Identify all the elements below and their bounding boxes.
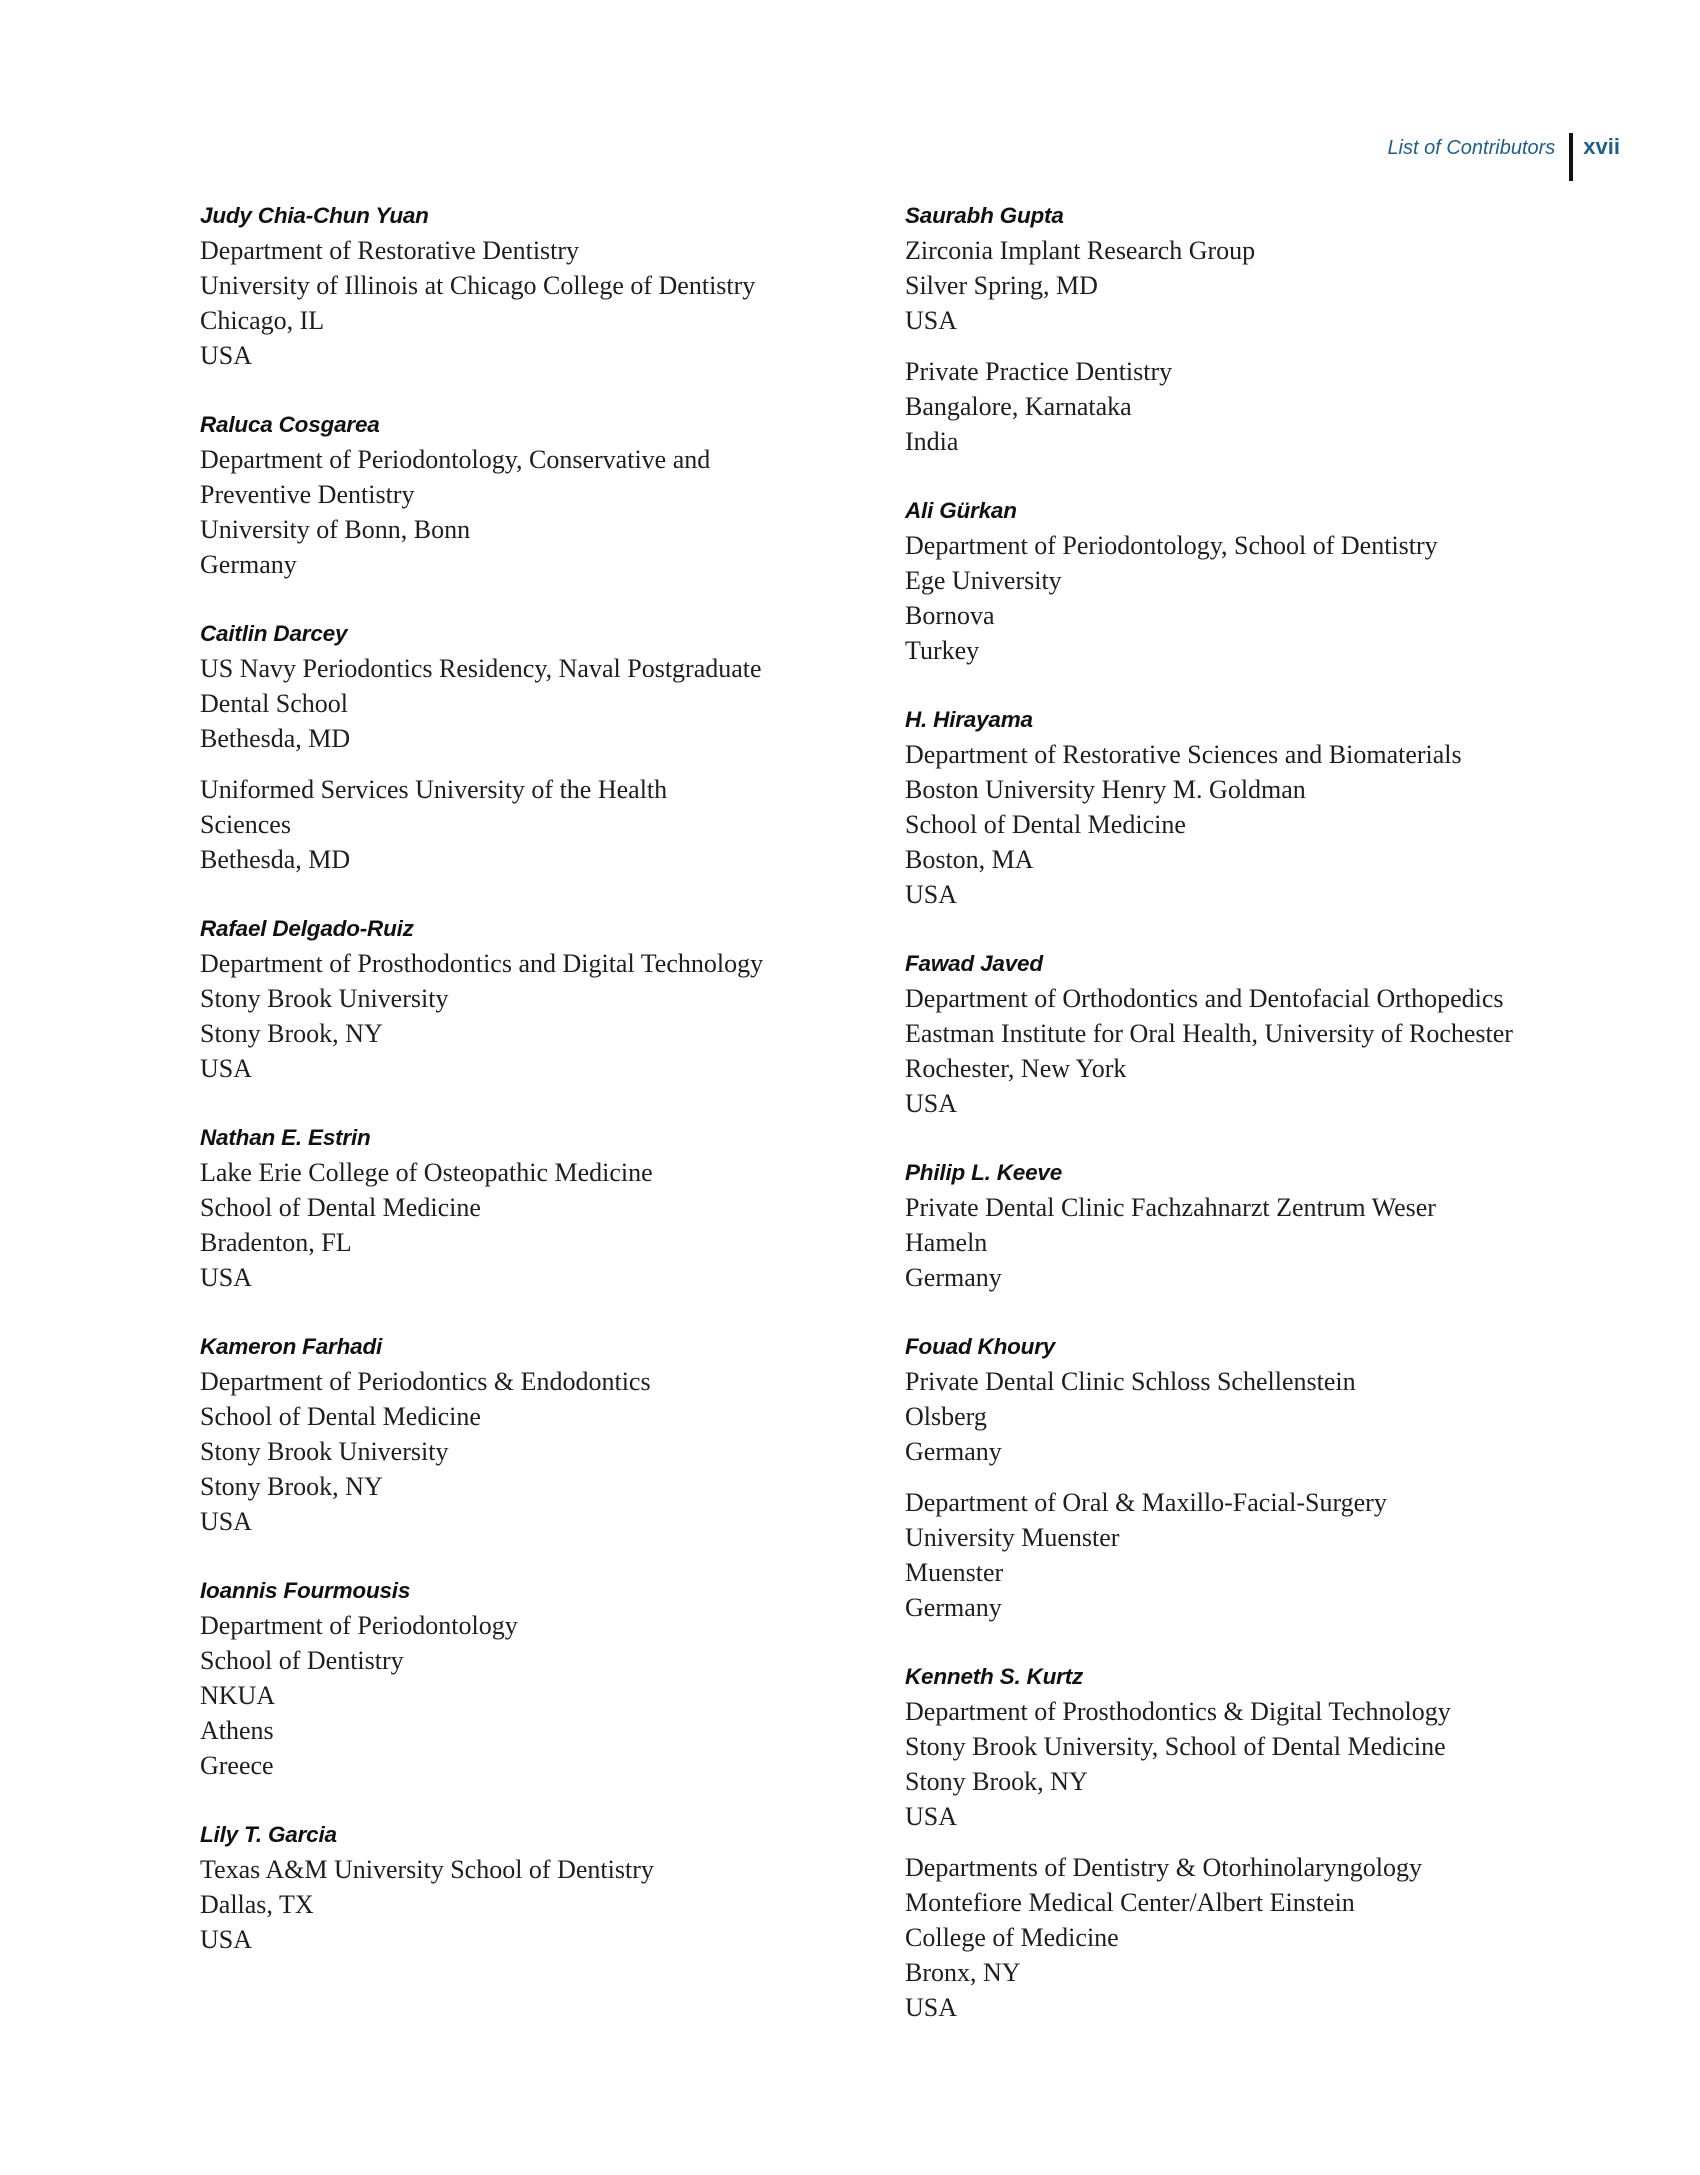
affiliation-line: USA — [200, 341, 253, 370]
affiliation-line: University Muenster — [905, 1523, 1120, 1552]
contributor-entry — [905, 1329, 1605, 1625]
contributor-affiliation — [200, 1852, 840, 1957]
contributor-name: Ioannis Fourmousis — [200, 1578, 411, 1603]
affiliation-line: USA — [200, 1925, 253, 1954]
affiliation-line: Bethesda, MD — [200, 724, 351, 753]
affiliation-line: Boston, MA — [905, 845, 1034, 874]
contributor-name: Kameron Farhadi — [200, 1334, 383, 1359]
contributor-affiliation — [905, 1364, 1605, 1469]
contributor-affiliation — [905, 528, 1605, 668]
affiliation-line: Department of Orthodontics and Dentofacial Orthopedics — [905, 984, 1504, 1013]
contributor-affiliation — [905, 1485, 1605, 1625]
contributor-entry — [200, 1817, 840, 1957]
affiliation-line: Stony Brook, NY — [905, 1767, 1088, 1796]
contributor-entry — [200, 407, 840, 582]
contributor-name: Fawad Javed — [905, 951, 1043, 976]
affiliation-line: USA — [905, 1993, 958, 2022]
contributor-affiliation — [905, 981, 1605, 1121]
affiliation-line: University of Bonn, Bonn — [200, 515, 471, 544]
affiliation-line: Athens — [200, 1716, 274, 1745]
contributor-entry — [905, 946, 1605, 1121]
contributor-entry — [200, 911, 840, 1086]
affiliation-line: USA — [200, 1507, 253, 1536]
affiliation-line: Montefiore Medical Center/Albert Einstein — [905, 1888, 1355, 1917]
contributor-affiliation — [200, 651, 840, 756]
affiliation-line: Eastman Institute for Oral Health, University of Rochester — [905, 1019, 1513, 1048]
affiliation-line: Stony Brook University, School of Dental Medicine — [905, 1732, 1446, 1761]
affiliation-line: Department of Oral & Maxillo-Facial-Surgery — [905, 1488, 1387, 1517]
affiliation-line: Dallas, TX — [200, 1890, 314, 1919]
affiliation-line: US Navy Periodontics Residency, Naval Postgraduate — [200, 654, 762, 683]
affiliation-line: Boston University Henry M. Goldman — [905, 775, 1306, 804]
affiliation-line: Department of Periodontology — [200, 1611, 518, 1640]
affiliation-line: School of Dentistry — [200, 1646, 404, 1675]
affiliation-line: University of Illinois at Chicago College of Dentistry — [200, 271, 756, 300]
affiliation-line: NKUA — [200, 1681, 276, 1710]
contributor-name: Fouad Khoury — [905, 1334, 1056, 1359]
contributor-entry — [200, 1329, 840, 1539]
contributor-affiliation — [905, 354, 1605, 459]
contributor-entry — [200, 616, 840, 877]
affiliation-line: Bradenton, FL — [200, 1228, 352, 1257]
contributor-affiliation — [200, 233, 840, 373]
contributor-name: H. Hirayama — [905, 707, 1033, 732]
contributor-name: Philip L. Keeve — [905, 1160, 1063, 1185]
contributor-name: Ali Gürkan — [905, 498, 1017, 523]
running-title: List of Contributors — [1387, 137, 1556, 159]
affiliation-line: Bethesda, MD — [200, 845, 351, 874]
affiliation-line: Chicago, IL — [200, 306, 325, 335]
affiliation-line: USA — [905, 1802, 958, 1831]
contributor-name: Nathan E. Estrin — [200, 1125, 371, 1150]
affiliation-line: Olsberg — [905, 1402, 987, 1431]
affiliation-line: Hameln — [905, 1228, 988, 1257]
affiliation-line: College of Medicine — [905, 1923, 1119, 1952]
contributor-affiliation — [200, 772, 840, 877]
contributor-name: Kenneth S. Kurtz — [905, 1664, 1084, 1689]
contributor-entry — [905, 493, 1605, 668]
affiliation-line: Muenster — [905, 1558, 1004, 1587]
affiliation-line: Preventive Dentistry — [200, 480, 415, 509]
contributor-entry — [200, 1573, 840, 1783]
affiliation-line: Private Practice Dentistry — [905, 357, 1173, 386]
contributor-entry — [905, 1659, 1605, 2025]
affiliation-line: USA — [200, 1054, 253, 1083]
affiliation-line: Department of Prosthodontics and Digital Technology — [200, 949, 764, 978]
page-number: xvii — [1583, 134, 1620, 159]
affiliation-line: USA — [905, 880, 958, 909]
running-header — [1387, 133, 1620, 181]
contributor-name: Raluca Cosgarea — [200, 412, 380, 437]
affiliation-line: Bangalore, Karnataka — [905, 392, 1132, 421]
affiliation-line: Sciences — [200, 810, 291, 839]
contributor-affiliation — [200, 1155, 840, 1295]
affiliation-line: Uniformed Services University of the Health — [200, 775, 668, 804]
affiliation-line: Stony Brook, NY — [200, 1472, 383, 1501]
contributor-affiliation — [200, 946, 840, 1086]
affiliation-line: Department of Restorative Dentistry — [200, 236, 580, 265]
contributor-name: Lily T. Garcia — [200, 1822, 337, 1847]
contributor-name: Rafael Delgado-Ruiz — [200, 916, 414, 941]
affiliation-line: Rochester, New York — [905, 1054, 1127, 1083]
affiliation-line: USA — [905, 1089, 958, 1118]
affiliation-line: Stony Brook University — [200, 1437, 449, 1466]
affiliation-line: School of Dental Medicine — [200, 1193, 481, 1222]
affiliation-line: School of Dental Medicine — [200, 1402, 481, 1431]
affiliation-line: Germany — [905, 1437, 1002, 1466]
affiliation-line: Stony Brook University — [200, 984, 449, 1013]
affiliation-line: Turkey — [905, 636, 980, 665]
affiliation-line: USA — [200, 1263, 253, 1292]
affiliation-line: Silver Spring, MD — [905, 271, 1098, 300]
contributor-affiliation — [905, 1850, 1605, 2025]
affiliation-line: Department of Periodontology, School of Dentistry — [905, 531, 1438, 560]
contributor-entry — [905, 702, 1605, 912]
affiliation-line: School of Dental Medicine — [905, 810, 1186, 839]
affiliation-line: Bornova — [905, 601, 995, 630]
affiliation-line: Greece — [200, 1751, 274, 1780]
contributor-entry — [905, 198, 1605, 459]
affiliation-line: Ege University — [905, 566, 1062, 595]
contributor-affiliation — [200, 442, 840, 582]
contributor-affiliation — [905, 1190, 1605, 1295]
affiliation-line: Dental School — [200, 689, 349, 718]
contributor-entry — [200, 1120, 840, 1295]
contributors-left-column — [200, 198, 840, 1991]
affiliation-line: USA — [905, 306, 958, 335]
contributor-entry — [905, 1155, 1605, 1295]
contributors-right-column — [905, 198, 1605, 2059]
affiliation-line: Private Dental Clinic Fachzahnarzt Zentrum Weser — [905, 1193, 1436, 1222]
affiliation-line: Departments of Dentistry & Otorhinolaryngology — [905, 1853, 1423, 1882]
affiliation-line: Bronx, NY — [905, 1958, 1021, 1987]
affiliation-line: Private Dental Clinic Schloss Schellenstein — [905, 1367, 1356, 1396]
affiliation-line: Zirconia Implant Research Group — [905, 236, 1256, 265]
affiliation-line: India — [905, 427, 959, 456]
header-rule — [1569, 133, 1573, 181]
contributor-affiliation — [905, 1694, 1605, 1834]
contributor-affiliation — [905, 233, 1605, 338]
affiliation-line: Texas A&M University School of Dentistry — [200, 1855, 654, 1884]
contributor-affiliation — [905, 737, 1605, 912]
affiliation-line: Department of Restorative Sciences and Biomaterials — [905, 740, 1462, 769]
contributor-name: Saurabh Gupta — [905, 203, 1064, 228]
affiliation-line: Department of Prosthodontics & Digital Technology — [905, 1697, 1451, 1726]
affiliation-line: Department of Periodontics & Endodontics — [200, 1367, 651, 1396]
affiliation-line: Germany — [905, 1263, 1002, 1292]
affiliation-line: Department of Periodontology, Conservative and — [200, 445, 711, 474]
contributor-name: Judy Chia-Chun Yuan — [200, 203, 429, 228]
contributor-entry — [200, 198, 840, 373]
contributor-affiliation — [200, 1608, 840, 1783]
affiliation-line: Germany — [905, 1593, 1002, 1622]
affiliation-line: Lake Erie College of Osteopathic Medicine — [200, 1158, 653, 1187]
affiliation-line: Germany — [200, 550, 297, 579]
contributor-affiliation — [200, 1364, 840, 1539]
affiliation-line: Stony Brook, NY — [200, 1019, 383, 1048]
contributor-name: Caitlin Darcey — [200, 621, 348, 646]
